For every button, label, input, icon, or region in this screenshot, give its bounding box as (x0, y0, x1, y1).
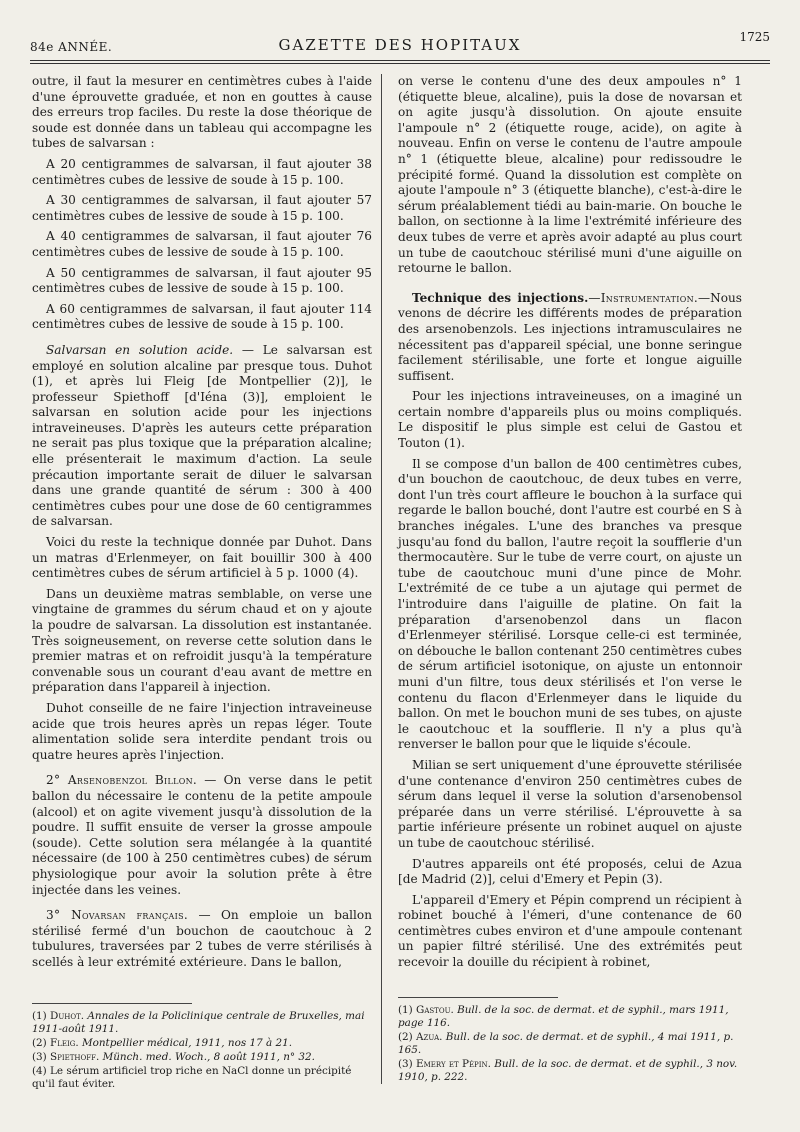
paragraph: outre, il faut la mesurer en centimètres cubes à l'aide d'une éprouvette graduée, et non en gouttes à cause des erreurs trop faciles. Du reste la dose théorique de soude est donnée dans un tableau qui accompagne les tubes de salvarsan : (32, 74, 372, 151)
paragraph-text: — Le salvarsan est employé en solution alcaline par presque tous. Duhot (1), et après lui Fleig [de Montpellier (2)], le professeur Spiethoff [d'Iéna (3)], emploient le salvarsan en solution acide pour les injections intraveineuses. D'après les auteurs cette préparation ne serait pas plus toxique que la préparation alcaline; elle présenterait le maximum d'action. La seule précaution importante serait de diluer le salvarsan dans une grande quantité de sérum : 300 à 400 centimètres cubes pour une dose de 60 centigrammes de salvarsan. (32, 342, 372, 529)
paragraph-text: — On verse dans le petit ballon du nécessaire le contenu de la petite ampoule (alcool) et on agite vivement jusqu'à dissolution de la poudre. Il suffit ensuite de verser la grosse ampoule (soude). Cette solution sera mélangée à la quantité nécessaire (de 100 à 250 centimètres cubes) de sérum physiologique pour avoir la solution prête à être injectée dans les veines. (32, 773, 372, 897)
page-number: 1725 (739, 30, 770, 44)
section-heading: Technique des injections. (412, 290, 589, 305)
paragraph-technique (398, 291, 742, 385)
dose-line: A 30 centigrammes de salvarsan, il faut ajouter 57 centimètres cubes de lessive de soude à 15 p. 100. (32, 193, 372, 223)
footnote: (2) Fleig. Montpellier médical, 1911, nos 17 à 21. (32, 1037, 293, 1049)
header-rule (30, 60, 770, 61)
dose-line: A 40 centigrammes de salvarsan, il faut ajouter 76 centimètres cubes de lessive de soude à 15 p. 100. (32, 229, 372, 259)
right-column (398, 74, 742, 976)
paragraph: Il se compose d'un ballon de 400 centimètres cubes, d'un bouchon de caoutchouc, de deux tubes en verre, dont l'un très court affleure le bouchon à la surface qui regarde le ballon bouché, dont l'autre est courbé en S à branches inégales. L'une des branches va presque jusqu'au fond du ballon, l'autre reçoit la soufflerie d'un thermocautère. Sur le tube de verre court, on ajuste un tube de caoutchouc muni d'une pince de Mohr. L'extrémité de ce tube a un ajutage qui permet de l'introduire dans l'aiguille de platine. On fait la préparation d'arsenobenzol dans un flacon d'Erlenmeyer stérilisé. Lorsque celle-ci est terminée, on débouche le ballon contenant 250 centimètres cubes de sérum artificiel isotonique, on ajuste un entonnoir muni d'un filtre, tous deux stérilisés et l'on verse le contenu du flacon d'Erlenmeyer dans le liquide du ballon. On met le bouchon muni de ses tubes, on ajuste le caoutchouc et la soufflerie. Il n'y a plus qu'à renverser le ballon pour que le liquide s'écoule. (398, 456, 742, 752)
paragraph: L'appareil d'Emery et Pépin comprend un récipient à robinet bouché à l'émeri, d'une contenance de 60 centimètres cubes environ et d'une ampoule contenant un papier filtré stérilisé. Une des extrémités peut recevoir la douille du récipient à robinet, (398, 892, 742, 970)
paragraph-acid (32, 343, 372, 530)
footnotes-left (32, 1010, 372, 1092)
dose-line: A 60 centigrammes de salvarsan, il faut ajouter 114 centimètres cubes de lessive de soude à 15 p. 100. (32, 301, 372, 332)
paragraph: Voici du reste la technique donnée par Duhot. Dans un matras d'Erlenmeyer, on fait bouillir 300 à 400 centimètres cubes de sérum artificiel à 5 p. 1000 (4). (32, 535, 372, 581)
footnote: (1) Duhot. Annales de la Policlinique centrale de Bruxelles, mai 1911-août 1911. (32, 1010, 365, 1035)
page-header (30, 32, 770, 54)
footnote: (4) Le sérum artificiel trop riche en NaCl donne un précipité qu'il faut éviter. (32, 1065, 352, 1090)
dose-line: A 20 centigrammes de salvarsan, il faut ajouter 38 centimètres cubes de lessive de soude à 15 p. 100. (32, 156, 372, 187)
left-column (32, 74, 372, 975)
header-rule-double (30, 63, 770, 64)
section-subheading: —Instrumentation. (588, 290, 699, 305)
footnote-rule (32, 1003, 192, 1004)
paragraph: Duhot conseille de ne faire l'injection intraveineuse acide que trois heures après un repas léger. Toute alimentation solide sera interdite pendant trois ou quatre heures après l'injection. (32, 700, 372, 762)
column-divider (381, 74, 382, 1084)
issue-year: 84e ANNÉE. (30, 40, 113, 54)
paragraph-text: — On emploie un ballon stérilisé fermé d'un bouchon de caoutchouc à 2 tubulures, traversées par 2 tubes de verre stérilisés à scellés à leur extrémité extérieure. Dans le ballon, (32, 908, 372, 969)
footnote: (3) Spiethoff. Münch. med. Woch., 8 août 1911, n° 32. (32, 1051, 315, 1063)
paragraph-text: —Nous venons de décrire les différents modes de préparation des arsenobenzols. Les injections intramusculaires ne nécessitent pas d'appareil spécial, une bonne seringue facilement stérilisable, une forte et longue aiguille suffisent. (398, 290, 742, 383)
footnote: (1) Gastou. Bull. de la soc. de dermat. et de syphil., mars 1911, page 116. (398, 1004, 729, 1029)
paragraph: Milian se sert uniquement d'une éprouvette stérilisée d'une contenance d'environ 250 centimètres cubes de sérum dans lequel il verse la solution d'arsenobensol préparée dans un verre stérilisé. L'éprouvette à sa partie inférieure présente un robinet auquel on ajuste un tube de caoutchouc stérilisé. (398, 757, 742, 850)
journal-title: GAZETTE DES HOPITAUX (278, 36, 522, 54)
footnote: (2) Azua. Bull. de la soc. de dermat. et de syphil., 4 mai 1911, p. 165. (398, 1031, 734, 1056)
section-heading: Salvarsan en solution acide. (46, 342, 234, 357)
section-heading: 3° Novarsan français. (46, 908, 188, 923)
footnote-rule (398, 997, 558, 998)
paragraph-billon (32, 773, 372, 898)
paragraph: D'autres appareils ont été proposés, celui de Azua [de Madrid (2)], celui d'Emery et Pepin (3). (398, 856, 742, 887)
section-heading: 2° Arsenobenzol Billon. (46, 773, 198, 788)
footnotes-right (398, 1004, 742, 1085)
paragraph-novarsan (32, 908, 372, 970)
dose-line: A 50 centigrammes de salvarsan, il faut ajouter 95 centimètres cubes de lessive de soude à 15 p. 100. (32, 265, 372, 296)
paragraph: Dans un deuxième matras semblable, on verse une vingtaine de grammes du sérum chaud et on y ajoute la poudre de salvarsan. La dissolution est instantanée. Très soigneusement, on reverse cette solution dans le premier matras et on refroidit jusqu'à la température convenable sous un courant d'eau avant de mettre en préparation dans l'appareil à injection. (32, 586, 372, 695)
footnote: (3) Emery et Pépin. Bull. de la soc. de dermat. et de syphil., 3 nov. 1910, p. 222. (398, 1058, 738, 1083)
paragraph: Pour les injections intraveineuses, on a imaginé un certain nombre d'appareils plus ou moins compliqués. Le dispositif le plus simple est celui de Gastou et Touton (1). (398, 389, 742, 451)
paragraph: on verse le contenu d'une des deux ampoules n° 1 (étiquette bleue, alcaline), puis la dose de novarsan et on agite jusqu'à dissolution. On ajoute ensuite l'ampoule n° 2 (étiquette rouge, acide), on agite à nouveau. Enfin on verse le contenu de l'autre ampoule n° 1 (étiquette bleue, alcaline) pour redissoudre le précipité formé. Quand la dissolution est complète on ajoute l'ampoule n° 3 (étiquette blanche), c'est-à-dire le sérum préalablement tiédi au bain-marie. On bouche le ballon, on sectionne à la lime l'extrémité inférieure des deux tubes de verre et après avoir adapté au plus court un tube de caoutchouc stérilisé muni d'une aiguille on retourne le ballon. (398, 74, 742, 276)
